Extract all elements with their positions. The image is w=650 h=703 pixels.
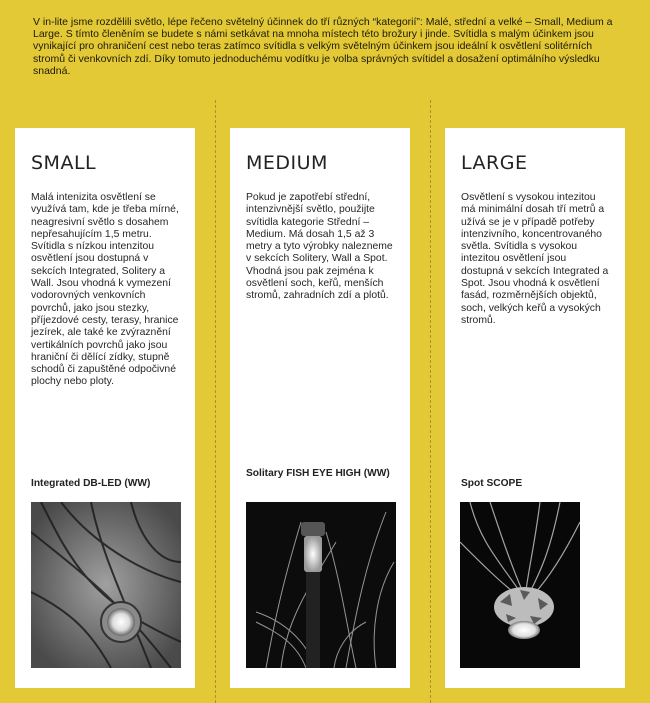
column-divider	[430, 100, 431, 703]
garden-bollard-light-photo	[246, 502, 396, 668]
category-card-medium	[230, 128, 410, 688]
card-description: Osvětlení s vysokou intezitou má minimální dosah tří metrů a užívá se je v případě potřeby intenzivního, koncentrovaného světla. Svítidla s vysokou intezitou osvětlení jsou dostupná v sekcích Integrated a Spot. Jsou vhodná k osvětlení fasád, rozměrnějších objektů, soch, velkých keřů a vysokých stromů.	[461, 192, 609, 326]
card-description: Pokud je zapotřebí střední, intenzivnější světlo, použijte svítidla kategorie Střední – Medium. Má dosah 1,5 až 3 metry a tyto výrobky nalezneme v sekcích Solitery, Wall a Spot. Vhodná jsou pak zejména k osvětlení soch, keřů, menších stromů, zahradních zdí a plotů.	[246, 192, 393, 302]
product-name: Spot SCOPE	[461, 478, 523, 489]
column-divider	[215, 100, 216, 703]
card-title: SMALL	[31, 152, 97, 174]
intro-paragraph: V in-lite jsme rozdělili světlo, lépe řečeno světelný účinnek do tří různých “kategorií”: Malé, střední a velké – Small, Medium a Large. S tímto členěním se budete s námi setkávat na mnoha místech této brožury i jinde. Svítidla s malým účinkem jsou vynikající pro ohraničení cest nebo teras zatímco svítidla s velkým světelným účinkem jsou ideální k osvětlení solitérních stromů či venkovních zdí. Díky tomuto jednoduchému vodítku je volba správných svítidel a dosažení optimálního výsledku snadná.	[33, 16, 613, 77]
card-description: Malá intenizita osvětlení se využívá tam, kde je třeba mírné, neagresivní světlo s dosahem nepřesahujícím 1,5 metru. Svítidla s nízkou intenzitou osvětlení jsou dostupná v sekcích Integrated, Solitery a Wall. Jsou vhodná k vymezení vodorovných venkovních povrchů, jako jsou stezky, příjezdové cesty, terasy, hranice jezírek, ale také ke zvýraznění vertikálních povrchů jako jsou hraniční či dělící zídky, stupně schodů či zapuštěné odpočivné plochy nebo ploty.	[31, 192, 179, 388]
product-name: Integrated DB-LED (WW)	[31, 478, 151, 489]
category-card-small	[15, 128, 195, 688]
category-card-large	[445, 128, 625, 688]
card-title: MEDIUM	[246, 152, 328, 174]
spotlight-photo	[460, 502, 580, 668]
card-title: LARGE	[461, 152, 528, 174]
product-name: Solitary FISH EYE HIGH (WW)	[246, 468, 390, 479]
recessed-ground-light-photo	[31, 502, 181, 668]
